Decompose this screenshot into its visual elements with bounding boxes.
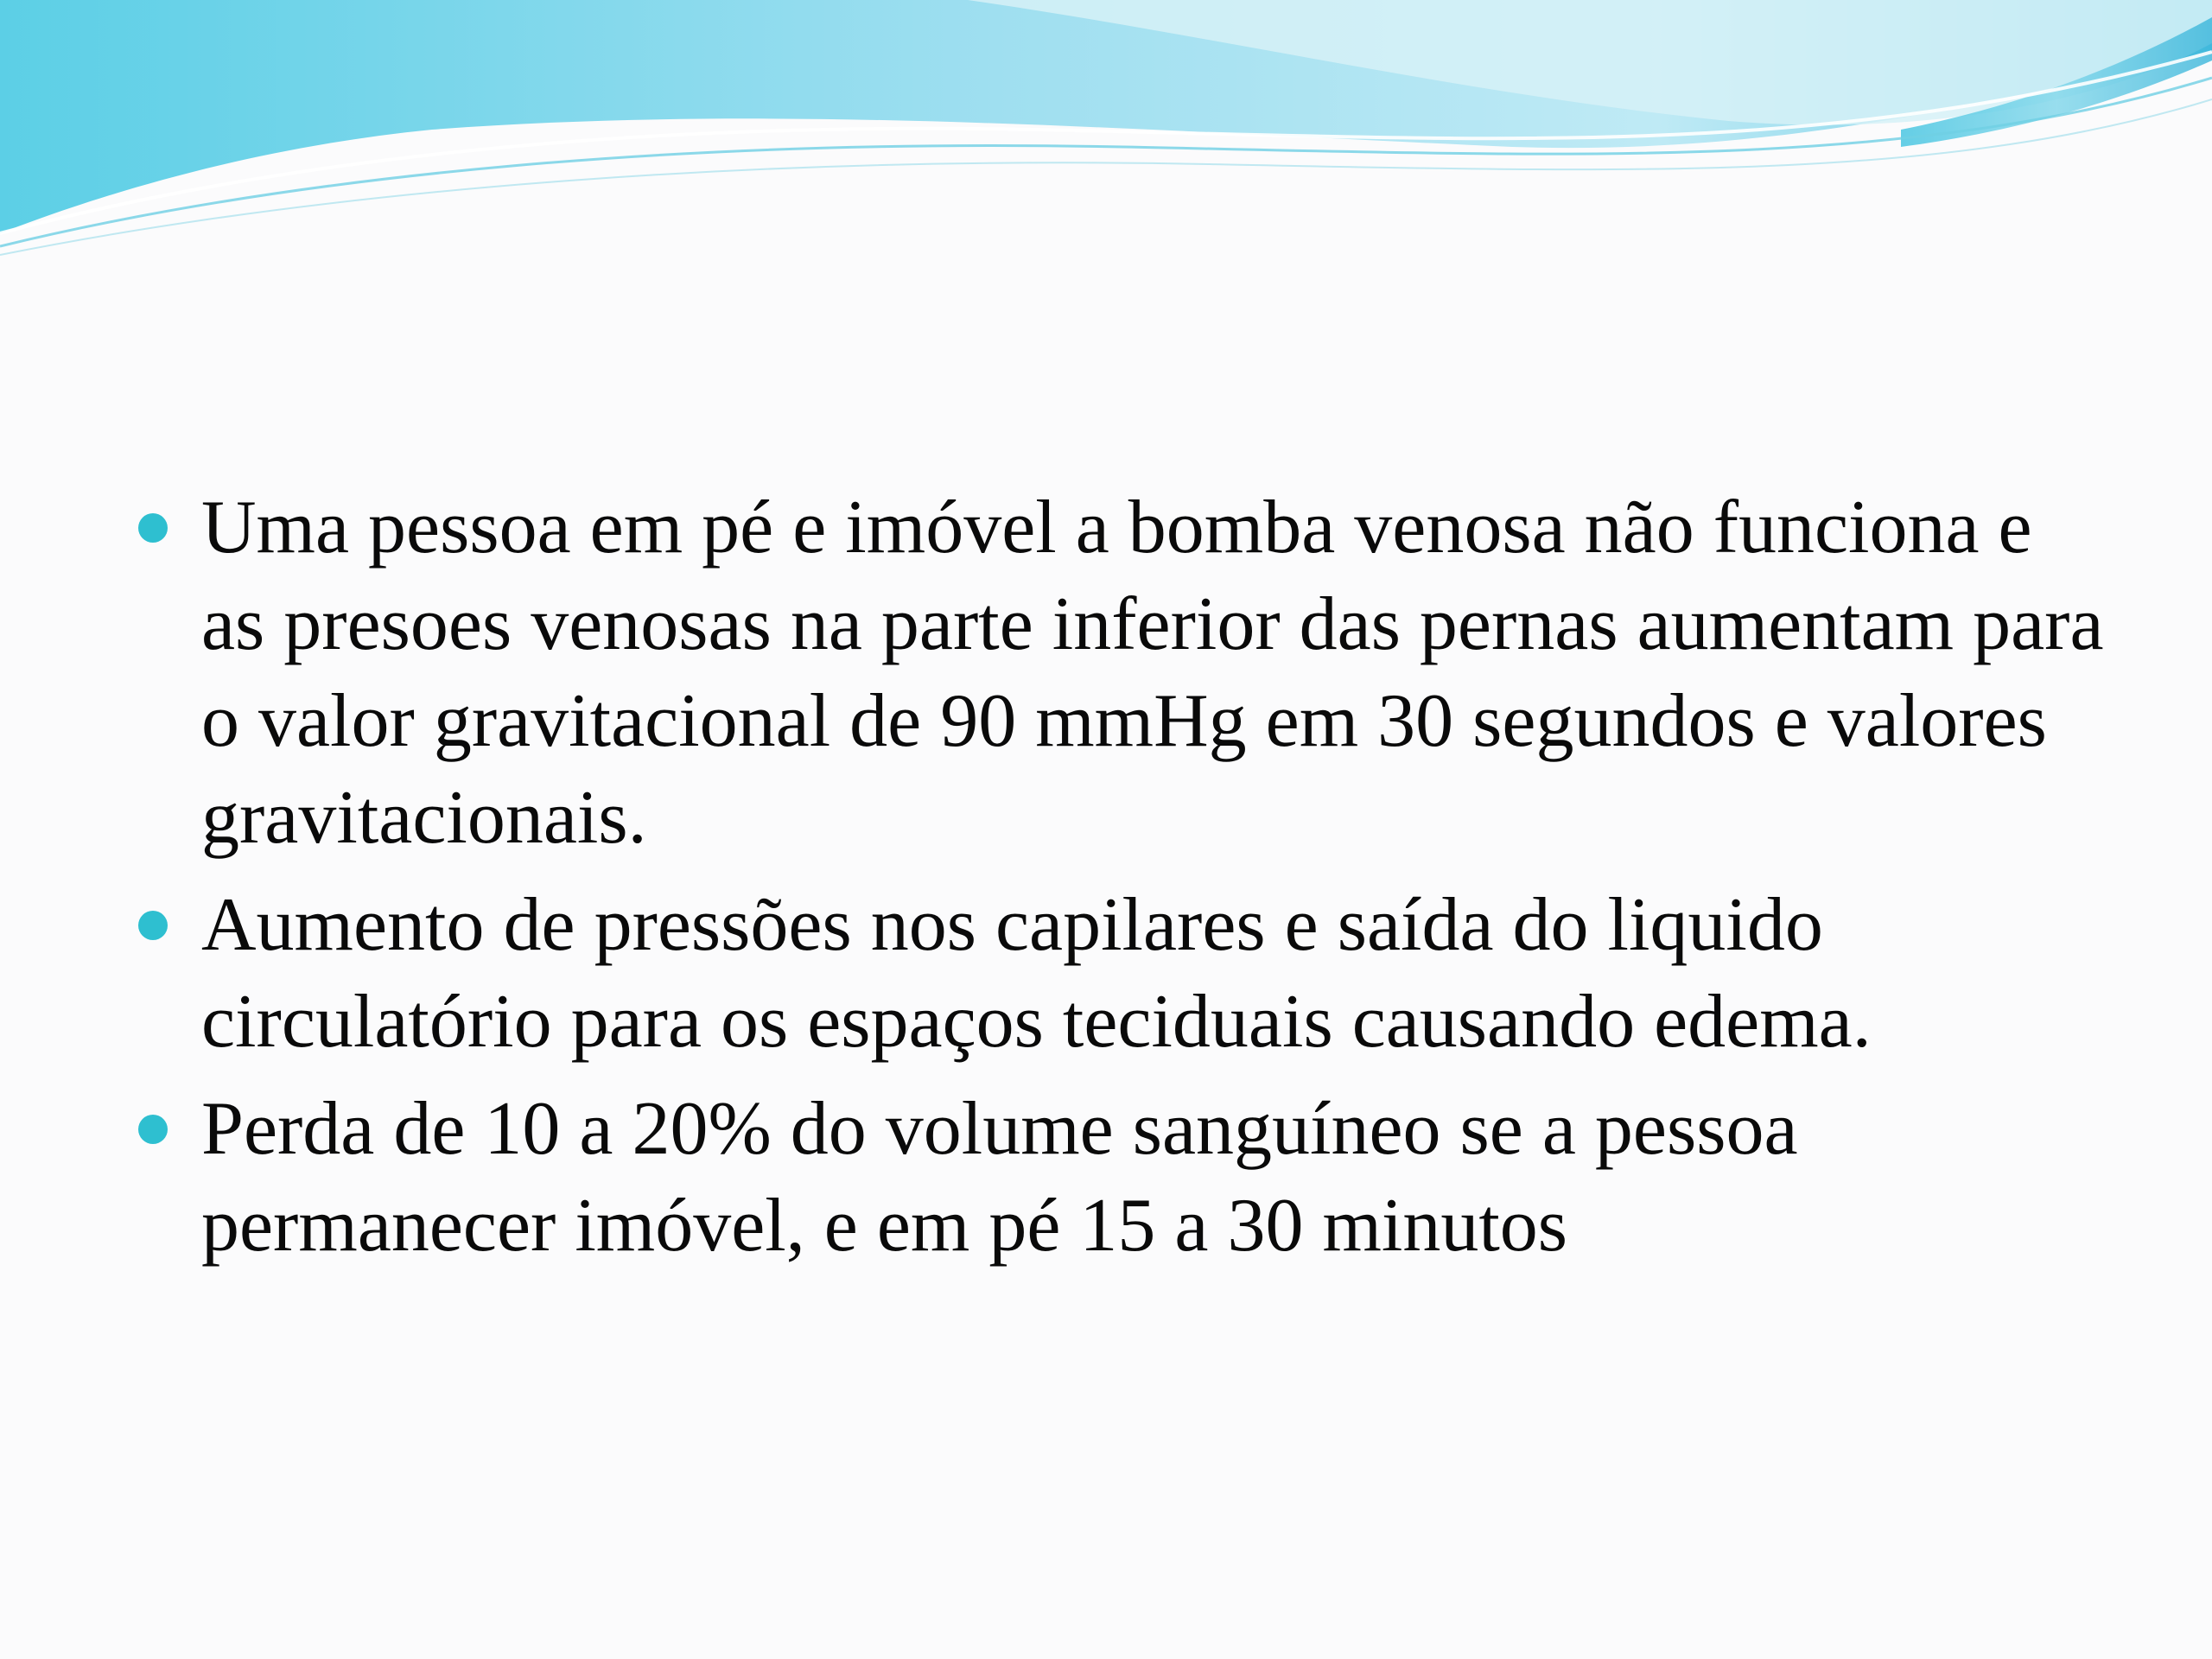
bullet-item-3	[138, 1081, 2108, 1274]
header-wave-decoration	[0, 0, 2212, 259]
bullet-dot-icon	[138, 911, 168, 940]
bullet-dot-icon	[138, 513, 168, 543]
bullet-text: Perda de 10 a 20% do volume sanguíneo se a pessoa permanecer imóvel, e em pé 15 a 30 minutos	[201, 1087, 1798, 1268]
bullet-dot-icon	[138, 1115, 168, 1144]
bullet-text: Uma pessoa em pé e imóvel a bomba venosa não funciona e as presoes venosas na parte inferior das pernas aumentam para o valor gravitacional de 90 mmHg em 30 segundos e valores gravitacionais.	[201, 486, 2104, 860]
bullet-item-1	[138, 480, 2108, 867]
slide-body	[138, 480, 2108, 1285]
bullet-item-2	[138, 877, 2108, 1071]
bullet-list	[138, 480, 2108, 1274]
bullet-text: Aumento de pressões nos capilares e saída do liquido circulatório para os espaços teciduais causando edema.	[201, 883, 1872, 1064]
